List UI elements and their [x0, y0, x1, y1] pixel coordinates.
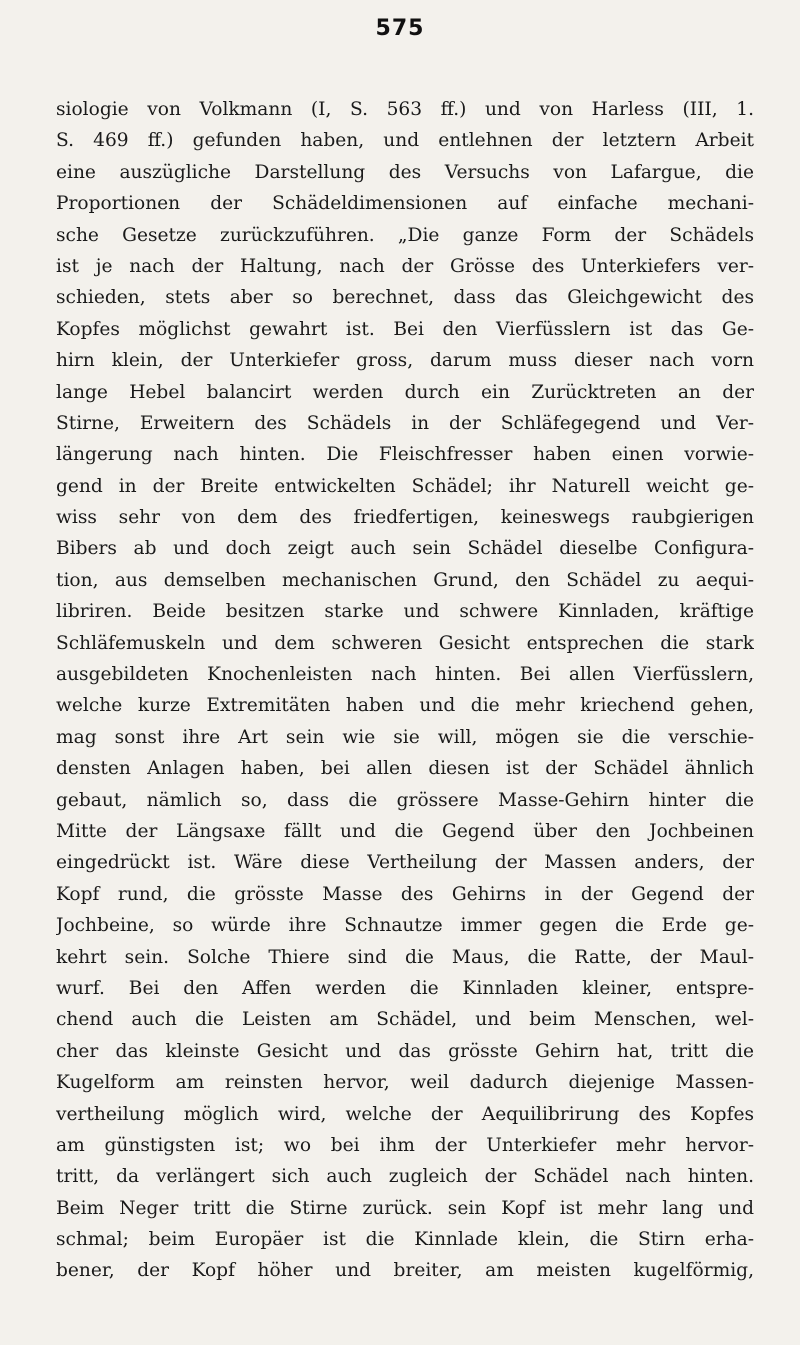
text-line: längerung nach hinten. Die Fleischfresser haben einen vorwie-	[56, 444, 754, 466]
text-line: welche kurze Extremitäten haben und die mehr kriechend gehen,	[56, 695, 754, 717]
text-line: Proportionen der Schädeldimensionen auf einfache mechani-	[56, 193, 754, 215]
text-line: schmal; beim Europäer ist die Kinnlade klein, die Stirn erha-	[56, 1229, 754, 1251]
text-line: Mitte der Längsaxe fällt und die Gegend über den Jochbeinen	[56, 820, 754, 842]
text-line: Kopf rund, die grösste Masse des Gehirns in der Gegend der	[56, 883, 754, 905]
text-line: mag sonst ihre Art sein wie sie will, mögen sie die verschie-	[56, 726, 754, 748]
text-line: tritt, da verlängert sich auch zugleich der Schädel nach hinten.	[56, 1166, 754, 1188]
text-line: libriren. Beide besitzen starke und schwere Kinnladen, kräftige	[56, 601, 754, 623]
page-number: 575	[375, 16, 425, 41]
text-line: Kopfes möglichst gewahrt ist. Bei den Vierfüsslern ist das Ge-	[56, 318, 754, 340]
text-line: Kugelform am reinsten hervor, weil dadurch diejenige Massen-	[56, 1072, 754, 1094]
text-line: Stirne, Erweitern des Schädels in der Schläfegegend und Ver-	[56, 412, 754, 434]
text-line: lange Hebel balancirt werden durch ein Zurücktreten an der	[56, 381, 754, 403]
text-line: eingedrückt ist. Wäre diese Vertheilung der Massen anders, der	[56, 852, 754, 874]
text-line: chend auch die Leisten am Schädel, und beim Menschen, wel-	[56, 1009, 754, 1031]
text-line: S. 469 ff.) gefunden haben, und entlehnen der letztern Arbeit	[56, 130, 754, 152]
text-line: vertheilung möglich wird, welche der Aequilibrirung des Kopfes	[56, 1103, 754, 1125]
text-line: wiss sehr von dem des friedfertigen, keineswegs raubgierigen	[56, 507, 754, 529]
text-line: ausgebildeten Knochenleisten nach hinten. Bei allen Vierfüsslern,	[56, 664, 754, 686]
text-line: hirn klein, der Unterkiefer gross, darum muss dieser nach vorn	[56, 350, 754, 372]
text-line: am günstigsten ist; wo bei ihm der Unterkiefer mehr hervor-	[56, 1134, 754, 1156]
text-line: kehrt sein. Solche Thiere sind die Maus, die Ratte, der Maul-	[56, 946, 754, 968]
text-line: sche Gesetze zurückzuführen. „Die ganze Form der Schädels	[56, 224, 754, 246]
text-line: densten Anlagen haben, bei allen diesen ist der Schädel ähnlich	[56, 758, 754, 780]
text-line: Bibers ab und doch zeigt auch sein Schädel dieselbe Configura-	[56, 538, 754, 560]
text-line: gend in der Breite entwickelten Schädel; ihr Naturell weicht ge-	[56, 475, 754, 497]
text-line: wurf. Bei den Affen werden die Kinnladen kleiner, entspre-	[56, 977, 754, 999]
text-line: Beim Neger tritt die Stirne zurück. sein Kopf ist mehr lang und	[56, 1197, 754, 1219]
text-line: siologie von Volkmann (I, S. 563 ff.) und von Harless (III, 1.	[56, 99, 754, 120]
text-line: gebaut, nämlich so, dass die grössere Masse-Gehirn hinter die	[56, 789, 754, 811]
text-line: ist je nach der Haltung, nach der Grösse des Unterkiefers ver-	[56, 255, 754, 277]
body-text	[56, 94, 754, 1287]
text-line: schieden, stets aber so berechnet, dass das Gleichgewicht des	[56, 287, 754, 309]
text-line: eine auszügliche Darstellung des Versuchs von Lafargue, die	[56, 161, 754, 183]
text-line: tion, aus demselben mechanischen Grund, den Schädel zu aequi-	[56, 569, 754, 591]
text-line: cher das kleinste Gesicht und das grösste Gehirn hat, tritt die	[56, 1040, 754, 1062]
text-line: bener, der Kopf höher und breiter, am meisten kugelförmig,	[56, 1260, 754, 1282]
text-line: Jochbeine, so würde ihre Schnautze immer gegen die Erde ge-	[56, 915, 754, 937]
text-line: Schläfemuskeln und dem schweren Gesicht entsprechen die stark	[56, 632, 754, 654]
